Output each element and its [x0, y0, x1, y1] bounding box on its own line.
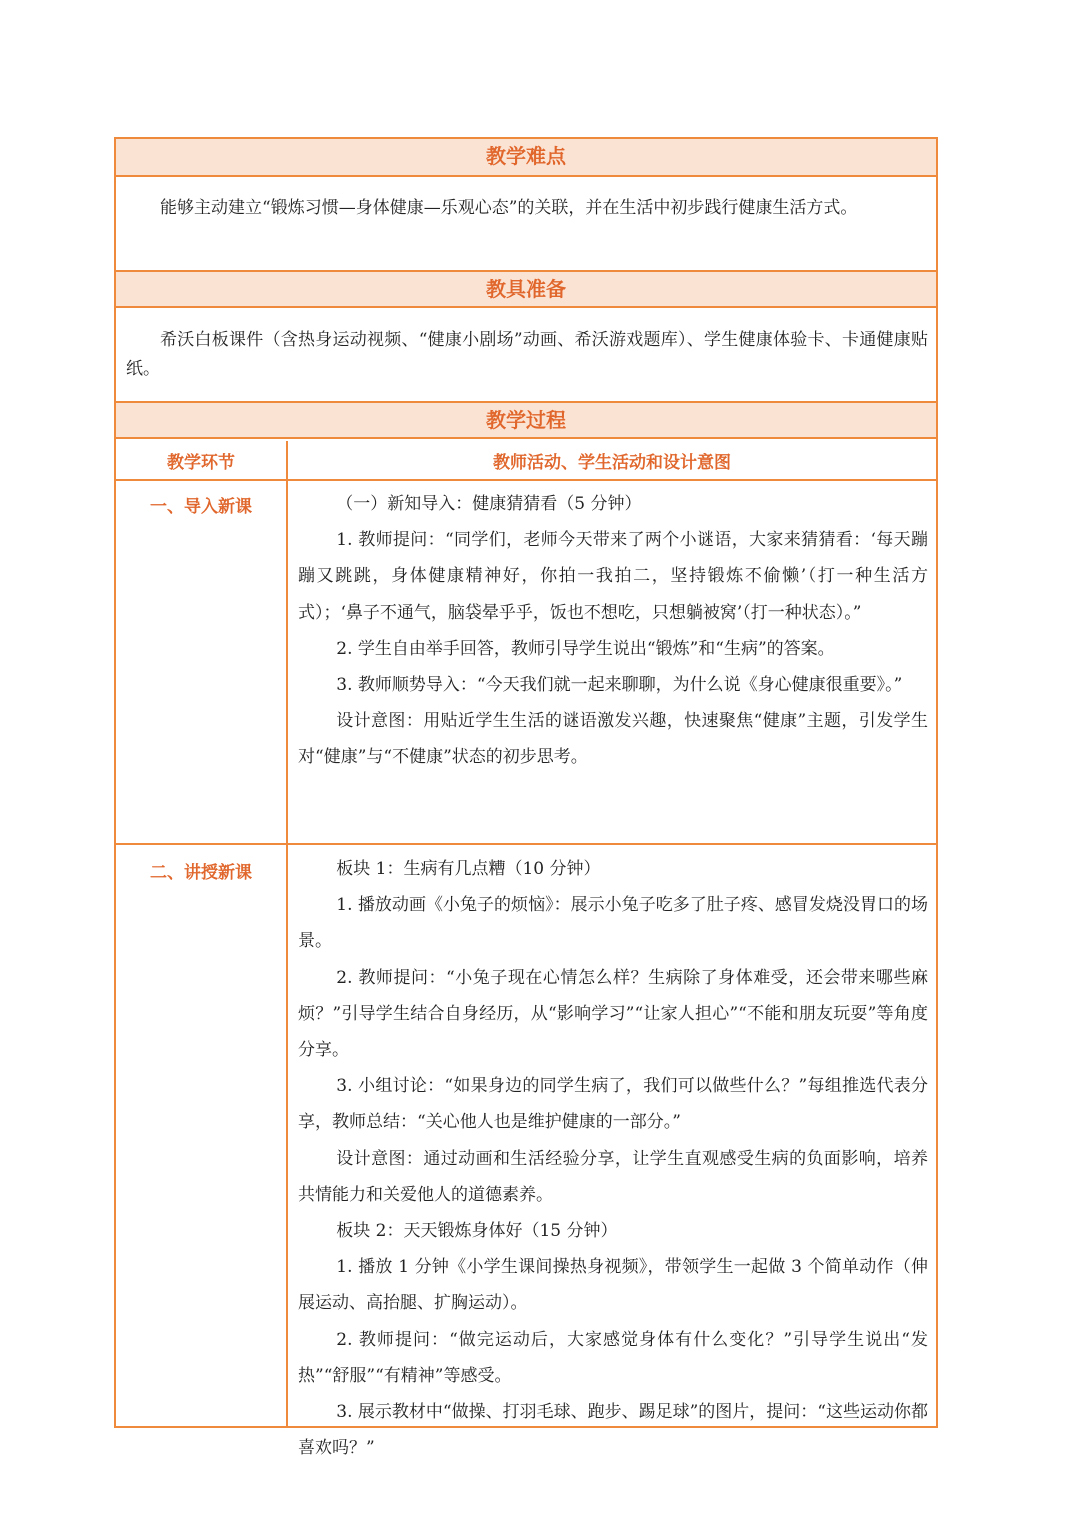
- paragraph: （一）新知导入：健康猜猜看（5 分钟）: [336, 494, 642, 514]
- paragraph: 板块 2：天天锻炼身体好（15 分钟）: [336, 1221, 618, 1242]
- lesson-plan-table: [114, 137, 938, 1459]
- paragraph: 1. 播放 1 分钟《小学生课间操热身视频》，带领学生一起做 3 个简单动作（伸展运动、高抬腿、扩胸运动）。: [298, 1257, 928, 1314]
- column-header-stage: 教学环节: [167, 453, 235, 473]
- row-divider: [116, 843, 936, 845]
- materials-text: 希沃白板课件（含热身运动视频、“健康小剧场”动画、希沃游戏题库）、学生健康体验卡、卡通健康贴纸。: [126, 330, 928, 379]
- difficulty-text: 能够主动建立“锻炼习惯—身体健康—乐观心态”的关联，并在生活中初步践行健康生活方式。: [160, 198, 858, 218]
- paragraph: 1. 教师提问：“同学们，老师今天带来了两个小谜语，大家来猜猜看：‘每天蹦蹦又跳跳，身体健康精神好，你拍一我拍二，坚持锻炼不偷懒’（打一种生活方式）；‘鼻子不通气，脑袋晕乎乎，饭也不想吃，只想躺被窝’（打一种状态）。”: [298, 530, 928, 623]
- stage-content-new-lesson: [298, 851, 928, 1459]
- column-header-activities: 教师活动、学生活动和设计意图: [493, 453, 731, 473]
- column-header-row: [116, 441, 936, 481]
- paragraph: 2. 教师提问：“做完运动后，大家感觉身体有什么变化？”引导学生说出“发热”“舒服”“有精神”等感受。: [298, 1329, 928, 1386]
- stage-label-intro: 一、导入新课: [150, 497, 252, 517]
- difficulty-section: [126, 194, 928, 223]
- stage-label-new-lesson: 二、讲授新课: [150, 863, 252, 883]
- paragraph: 3. 展示教材中“做操、打羽毛球、跑步、踢足球”的图片，提问：“这些运动你都喜欢吗？”: [298, 1402, 928, 1459]
- paragraph: 1. 播放动画《小兔子的烦恼》：展示小兔子吃多了肚子疼、感冒发烧没胃口的场景。: [298, 895, 928, 952]
- paragraph: 3. 小组讨论：“如果身边的同学生病了，我们可以做些什么？”每组推选代表分享，教师总结：“关心他人也是维护健康的一部分。”: [298, 1076, 928, 1133]
- paragraph: 2. 教师提问：“小兔子现在心情怎么样？生病除了身体难受，还会带来哪些麻烦？”引导学生结合自身经历，从“影响学习”“让家人担心”“不能和朋友玩耍”等角度分享。: [298, 967, 928, 1061]
- paragraph: 设计意图：用贴近学生生活的谜语激发兴趣，快速聚焦“健康”主题，引发学生对“健康”与“不健康”状态的初步思考。: [298, 711, 928, 768]
- difficulty-header: 教学难点: [116, 139, 936, 177]
- paragraph: 3. 教师顺势导入：“今天我们就一起来聊聊，为什么说《身心健康很重要》。”: [336, 675, 903, 696]
- column-divider: [286, 441, 288, 1428]
- materials-header: 教具准备: [116, 270, 936, 308]
- stage-content-intro: [298, 486, 928, 842]
- paragraph: 板块 1：生病有几点糟（10 分钟）: [336, 859, 601, 879]
- process-header: 教学过程: [116, 401, 936, 439]
- paragraph: 设计意图：通过动画和生活经验分享，让学生直观感受生病的负面影响，培养共情能力和关爱他人的道德素养。: [298, 1148, 928, 1205]
- materials-section: [126, 326, 928, 384]
- paragraph: 2. 学生自由举手回答，教师引导学生说出“锻炼”和“生病”的答案。: [336, 638, 835, 659]
